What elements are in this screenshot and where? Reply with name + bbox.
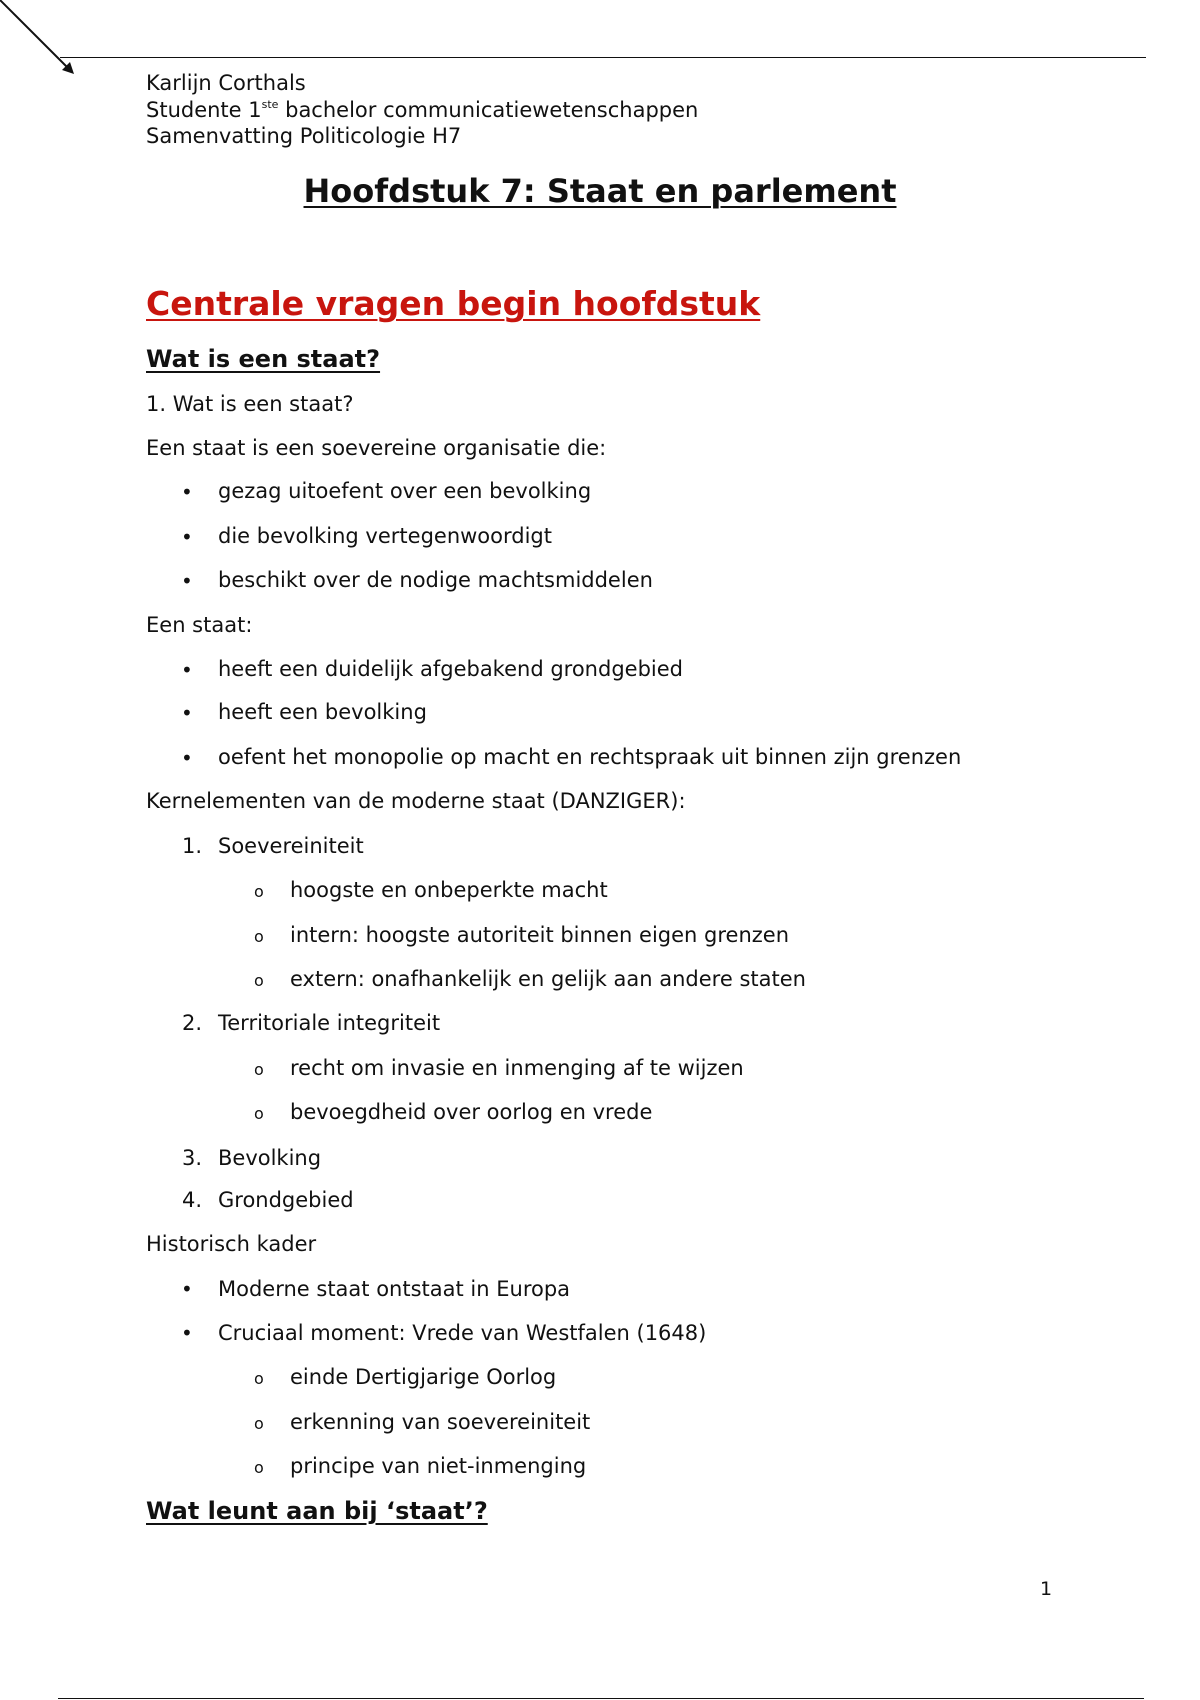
list-number: 3. <box>182 1146 203 1170</box>
page-title: Hoofdstuk 7: Staat en parlement <box>303 172 897 210</box>
bullet-marker: • <box>181 1277 193 1301</box>
list-item: heeft een bevolking <box>218 700 427 724</box>
state-intro: Een staat: <box>146 613 253 637</box>
document-header <box>146 70 698 150</box>
bullet-marker: • <box>181 1321 193 1345</box>
bottom-rule <box>58 1698 1144 1699</box>
list-number: 4. <box>182 1188 203 1212</box>
list-item: beschikt over de nodige machtsmiddelen <box>218 568 653 592</box>
bullet-marker: • <box>181 525 193 549</box>
sub-list-item: recht om invasie en inmenging af te wijzen <box>290 1056 744 1080</box>
top-rule <box>60 57 1146 58</box>
sub-list-item: intern: hoogste autoriteit binnen eigen grenzen <box>290 923 790 947</box>
list-item: Soevereiniteit <box>218 834 364 858</box>
author-name: Karlijn Corthals <box>146 71 306 95</box>
subject-line: Samenvatting Politicologie H7 <box>146 124 462 148</box>
sub-list-item: extern: onafhankelijk en gelijk aan andere staten <box>290 967 806 991</box>
subheading-wat-leunt-aan: Wat leunt aan bij ‘staat’? <box>146 1497 488 1525</box>
sub-bullet-marker: o <box>254 1414 264 1433</box>
sub-list-item: principe van niet-inmenging <box>290 1454 587 1478</box>
sub-bullet-marker: o <box>254 1369 264 1388</box>
sub-bullet-marker: o <box>254 1458 264 1477</box>
list-item: gezag uitoefent over een bevolking <box>218 479 592 503</box>
list-item: die bevolking vertegenwoordigt <box>218 524 552 548</box>
list-item: Territoriale integriteit <box>218 1011 441 1035</box>
list-item: Grondgebied <box>218 1188 354 1212</box>
sub-list-item: bevoegdheid over oorlog en vrede <box>290 1100 653 1124</box>
list-item: Moderne staat ontstaat in Europa <box>218 1277 571 1301</box>
question-line: 1. Wat is een staat? <box>146 392 354 416</box>
sub-bullet-marker: o <box>254 927 264 946</box>
ordinal-superscript: ste <box>261 97 279 111</box>
bullet-marker: • <box>181 658 193 682</box>
list-item: Bevolking <box>218 1146 322 1170</box>
bullet-marker: • <box>181 569 193 593</box>
bullet-marker: • <box>181 746 193 770</box>
sub-list-item: einde Dertigjarige Oorlog <box>290 1365 557 1389</box>
sub-bullet-marker: o <box>254 1060 264 1079</box>
definition-intro: Een staat is een soevereine organisatie die: <box>146 436 607 460</box>
student-line: Studente 1ste bachelor communicatiewetenschappen <box>146 97 699 122</box>
sub-bullet-marker: o <box>254 1104 264 1123</box>
list-number: 1. <box>182 834 203 858</box>
list-number: 2. <box>182 1011 203 1035</box>
list-item: Cruciaal moment: Vrede van Westfalen (1648) <box>218 1321 707 1345</box>
corner-arrow-mark <box>0 0 80 80</box>
sub-list-item: hoogste en onbeperkte macht <box>290 878 608 902</box>
core-intro: Kernelementen van de moderne staat (DANZIGER): <box>146 789 686 813</box>
sub-bullet-marker: o <box>254 971 264 990</box>
history-intro: Historisch kader <box>146 1232 317 1256</box>
sub-bullet-marker: o <box>254 882 264 901</box>
list-item: heeft een duidelijk afgebakend grondgebied <box>218 657 683 681</box>
subheading-wat-is-een-staat: Wat is een staat? <box>146 345 381 373</box>
list-item: oefent het monopolie op macht en rechtspraak uit binnen zijn grenzen <box>218 745 962 769</box>
bullet-marker: • <box>181 701 193 725</box>
section-heading: Centrale vragen begin hoofdstuk <box>146 284 761 323</box>
sub-list-item: erkenning van soevereiniteit <box>290 1410 591 1434</box>
page-number: 1 <box>1040 1578 1053 1600</box>
bullet-marker: • <box>181 480 193 504</box>
